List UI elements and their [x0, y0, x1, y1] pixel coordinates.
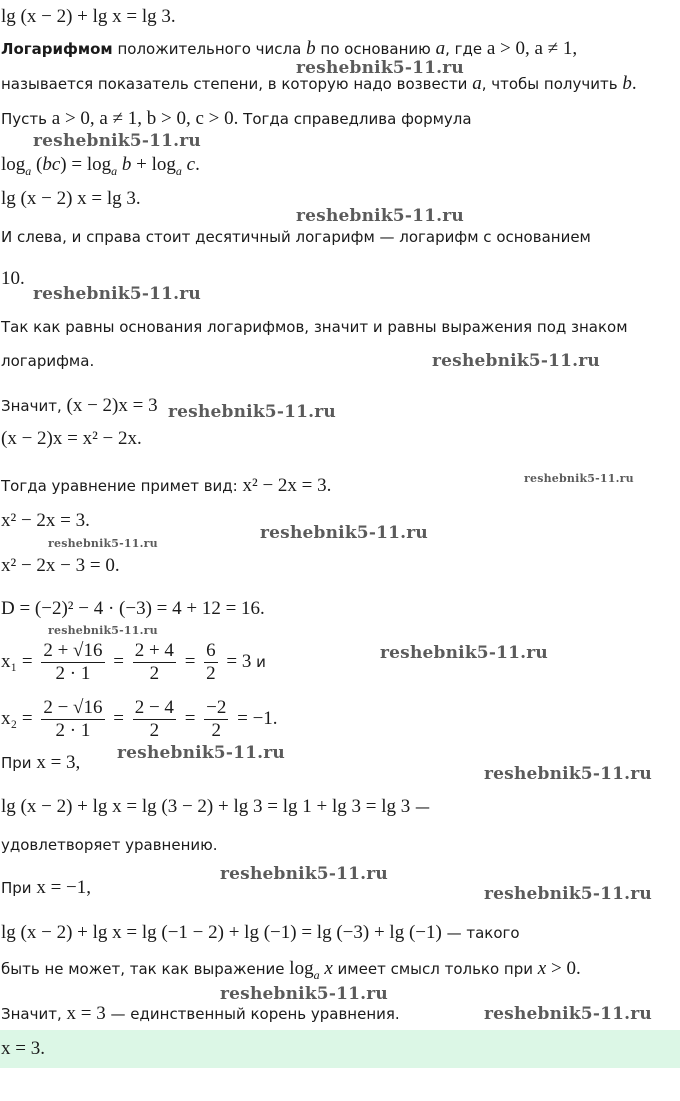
check2-dash: — такого	[446, 924, 520, 942]
watermark: reshebnik5-11.ru	[48, 537, 158, 550]
x2-fraction-2: $\frac{2 - 4}{2}$	[134, 697, 174, 741]
definition-line-1: Логарифмом положительного числа b по основанию a, где a > 0, a ≠ 1,	[1, 38, 578, 59]
check2-intro	[1, 877, 91, 899]
watermark: reshebnik5-11.ru	[524, 472, 634, 485]
decimal-note-line-1: И слева, и справа стоит десятичный логарифм — логарифм с основанием	[1, 228, 591, 246]
watermark: reshebnik5-11.ru	[48, 624, 158, 637]
conclusion-eq: x = 3	[66, 1003, 106, 1024]
watermark: reshebnik5-11.ru	[380, 643, 548, 663]
hence-text: Значит,	[1, 397, 62, 415]
quadratic-equation-2: x² − 2x − 3 = 0.	[1, 555, 120, 576]
check2-reason-line: быть не может, так как выражение $\log_a x$ имеет смысл только при x > 0.	[1, 958, 581, 982]
x1-fraction-1: $\frac{2 + √16}{2 \cdot 1}$	[43, 640, 103, 684]
rule-conditions: a > 0, a ≠ 1, b > 0, c > 0.	[51, 108, 239, 129]
x1-label: x₁ =	[1, 650, 33, 672]
answer: x = 3.	[1, 1038, 45, 1059]
definition-text-2: по основанию	[320, 40, 431, 58]
watermark: reshebnik5-11.ru	[33, 284, 201, 304]
equation-form-line	[1, 475, 331, 497]
definition-text-1: положительного числа	[117, 40, 302, 58]
x1-result: = 3	[226, 650, 252, 672]
roots-and: и	[256, 652, 266, 671]
combined-equation: lg (x − 2) x = lg 3.	[1, 188, 141, 209]
definition-text-4: называется показатель степени, в которую надо возвести	[1, 75, 468, 93]
watermark: reshebnik5-11.ru	[220, 984, 388, 1004]
rule-then: Тогда справедлива формула	[243, 110, 472, 128]
check1-dash: —	[415, 798, 431, 816]
watermark: reshebnik5-11.ru	[484, 764, 652, 784]
conclusion-line	[1, 1003, 400, 1025]
check1-text: При	[1, 754, 32, 772]
check1-intro	[1, 752, 80, 774]
watermark: reshebnik5-11.ru	[168, 402, 336, 422]
check1-equation: lg (x − 2) + lg x = lg (3 − 2) + lg 3 = lg 1 + lg 3 = lg 3	[1, 796, 411, 817]
equal-bases-line-1: Так как равны основания логарифмов, значит и равны выражения под знаком	[1, 318, 628, 336]
check1-value: x = 3,	[36, 752, 81, 773]
root-x2: x₂ = $\frac{2 - √16}{2 \cdot 1}$ = $\frac{2 - 4}{2}$ = $\frac{-2}{2}$ = −1.	[1, 697, 278, 741]
check2-equation-line	[1, 922, 520, 944]
rule-line	[1, 108, 472, 130]
check1-equation-line	[1, 796, 430, 818]
check2-value: x = −1,	[36, 877, 92, 898]
check2-text: При	[1, 879, 32, 897]
discriminant: D = (−2)² − 4 · (−3) = 4 + 12 = 16.	[1, 598, 265, 619]
expansion-equation: (x − 2)x = x² − 2x.	[1, 428, 142, 449]
watermark: reshebnik5-11.ru	[220, 864, 388, 884]
watermark: reshebnik5-11.ru	[296, 206, 464, 226]
watermark: reshebnik5-11.ru	[117, 743, 285, 763]
rule-pusty: Пусть	[1, 110, 47, 128]
watermark: reshebnik5-11.ru	[432, 351, 600, 371]
check1-verdict: удовлетворяет уравнению.	[1, 836, 218, 854]
x2-label: x₂ =	[1, 707, 33, 729]
hence-equation: (x − 2)x = 3	[66, 395, 158, 416]
watermark: reshebnik5-11.ru	[484, 1004, 652, 1024]
header-equation: lg (x − 2) + lg x = lg 3.	[1, 6, 176, 27]
root-x1: x₁ = $\frac{2 + √16}{2 \cdot 1}$ = $\frac{2 + 4}{2}$ = $\frac{6}{2}$ = 3 и	[1, 640, 266, 684]
definition-condition: a > 0, a ≠ 1,	[486, 38, 578, 59]
conclusion-text: Значит,	[1, 1005, 62, 1023]
answer-box	[0, 1030, 680, 1068]
check2-reason-1: быть не может, так как выражение	[1, 960, 285, 978]
x2-result: = −1.	[237, 707, 278, 729]
x1-fraction-3: $\frac{6}{2}$	[206, 640, 216, 684]
definition-text-3: , где	[445, 40, 483, 58]
check2-reason-2: имеет смысл только при	[337, 960, 534, 978]
conclusion-rest: — единственный корень уравнения.	[110, 1005, 400, 1023]
decimal-note-line-2: 10.	[1, 268, 25, 289]
definition-line-2: называется показатель степени, в которую надо возвести a, чтобы получить b.	[1, 73, 637, 94]
definition-term: Логарифмом	[1, 40, 113, 58]
x2-fraction-1: $\frac{2 - √16}{2 \cdot 1}$	[43, 697, 103, 741]
equation-form-text: Тогда уравнение примет вид:	[1, 477, 238, 495]
equal-bases-line-2: логарифма.	[1, 352, 95, 370]
watermark: reshebnik5-11.ru	[260, 523, 428, 543]
x1-fraction-2: $\frac{2 + 4}{2}$	[134, 640, 174, 684]
log-product-formula: $\log_a (bc) = \log_a b + \log_a c$.	[1, 154, 200, 178]
definition-text-5: , чтобы получить	[481, 75, 618, 93]
x2-fraction-3: $\frac{-2}{2}$	[206, 697, 227, 741]
quadratic-equation-1: x² − 2x = 3.	[1, 510, 90, 531]
equation-form-eq: x² − 2x = 3.	[242, 475, 332, 496]
hence-line	[1, 395, 158, 417]
watermark: reshebnik5-11.ru	[33, 131, 201, 151]
watermark: reshebnik5-11.ru	[484, 884, 652, 904]
check2-equation: lg (x − 2) + lg x = lg (−1 − 2) + lg (−1) = lg (−3) + lg (−1)	[1, 922, 442, 943]
watermark: reshebnik5-11.ru	[296, 58, 464, 78]
